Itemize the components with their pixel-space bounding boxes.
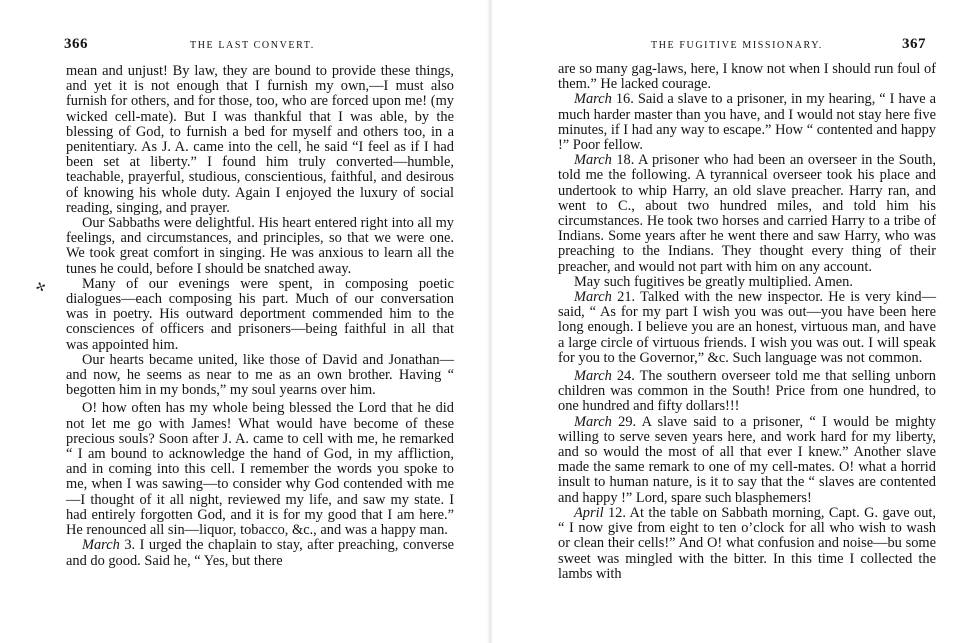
entry-date: March — [574, 289, 612, 306]
paragraph: May such fugitives be greatly multiplied. Amen. — [574, 273, 853, 290]
running-head: THE FUGITIVE MISSIONARY. — [651, 40, 823, 51]
paragraph: Many of our evenings were spent, in composing poetic dialogues—each composing his part. Much of our conversation was in poetry. His outward deportment commended him to the consciences of officers and prisoners—being faithful in all that was appointed him. — [66, 275, 454, 353]
diary-entry: March 18. A prisoner who had been an overseer in the South, told me the following. A tyrannical overseer took his place and undertook to whip Harry, an old slave preacher. Harry ran, and went to C., about two hundred miles, and told him his circumstances. He took two horses and carried Harry to a tribe of Indians. Some years after he went there and saw Harry, who was preaching to the Indians. They thought every thing of their preacher, and would not part with him on any account. — [558, 152, 936, 275]
paragraph: Our hearts became united, like those of David and Jonathan—and now, he seems as near to me as an own brother. Having “ begotten him in my bonds,” my soul yearns over him. — [66, 351, 454, 399]
paragraph: O! how often has my whole being blessed the Lord that he did not let me go with James! What would have become of these precious souls? Soon after J. A. came to cell with me, he remarked “ I am bound to acknowledge the hand of God, in my affliction, and in coming into this cell. I remember the words you spoke to me, when I was sawing—to consider why God contended with me—I thought of it all night, reviewed my life, and saw my state. I had entirely forgotten God, and it is for my good that I am here.” He renounced all sin—liquor, tobacco, &c., and was a happy man. — [66, 400, 454, 539]
body-text — [558, 62, 936, 582]
diary-entry: March 24. The southern overseer told me that selling unborn children was common in the South! Price from one hundred, to one hundred and fifty dollars!!! — [558, 368, 936, 415]
body-text — [66, 64, 454, 569]
entry-date: March — [574, 368, 612, 385]
diary-entry: March 16. Said a slave to a prisoner, in my hearing, “ I have a much harder master than you have, and I would not stay here five minutes, if I had any way to escape.” How “ contented and happy !” Poor fellow. — [558, 91, 936, 154]
page-number: 366 — [64, 36, 88, 52]
diary-entry: March 21. Talked with the new inspector. He is very kind—said, “ As for my part I wish you was out—you have been here long enough. I believe you are an honest, virtuous man, and have a large circle of virtuous friends. I wish you was out. I will speak for you to the Governor,” &c. Such language was not common. — [558, 289, 936, 366]
entry-date: March — [82, 537, 120, 554]
diary-entry: April 12. At the table on Sabbath morning, Capt. G. gave out, “ I now give from eight to ten o’clock for all who wish to wash or clean their cells!” And O! what confusion and noise—bu some sweet was mingled with the bitter. In this time I collected the lambs with — [558, 504, 936, 582]
margin-mark: ✢ — [33, 278, 48, 296]
diary-entry: March 29. A slave said to a prisoner, “ I would be mighty willing to serve seven years here, and work hard for my liberty, and so would the most of all that ever I knew.” Another slave made the same remark to one of my cell-mates. O! what a horrid insult to human nature, is it to say that the “ slaves are contented and happy !” Lord, spare such blasphemers! — [558, 413, 936, 506]
paragraph: are so many gag-laws, here, I know not when I should run foul of them.” He lacked courage. — [558, 61, 936, 93]
paragraph: Our Sabbaths were delightful. His heart entered right into all my feelings, and circumstances, and principles, so that we were one. We took great comfort in singing. He was anxious to learn all the tunes he could, before I should be snatched away. — [66, 215, 454, 277]
diary-entry: March 3. I urged the chaplain to stay, after preaching, converse and do good. Said he, “ Yes, but there — [66, 537, 454, 569]
entry-date: March — [574, 413, 612, 430]
entry-date: April — [574, 504, 604, 521]
right-page — [490, 0, 980, 643]
entry-date: March — [574, 91, 612, 108]
page-number: 367 — [902, 36, 926, 52]
paragraph: mean and unjust! By law, they are bound to provide these things, and yet it is not enough that I furnish my own,—I must also furnish for others, and for those, too, who are forced upon me! (my wicked cell-mate). But I was thankful that I was able, by the blessing of God, to furnish a bed for myself and others too, in a penitentiary. As J. A. came into the cell, he said “I feel as if I had been set at liberty.” I found him truly converted—humble, teachable, prayerful, studious, conscientious, faithful, and desirous of knowing his whole duty. Again I enjoyed the luxury of social reading, singing, and prayer. — [66, 63, 454, 216]
entry-date: March — [574, 152, 612, 169]
running-head: THE LAST CONVERT. — [190, 40, 315, 51]
